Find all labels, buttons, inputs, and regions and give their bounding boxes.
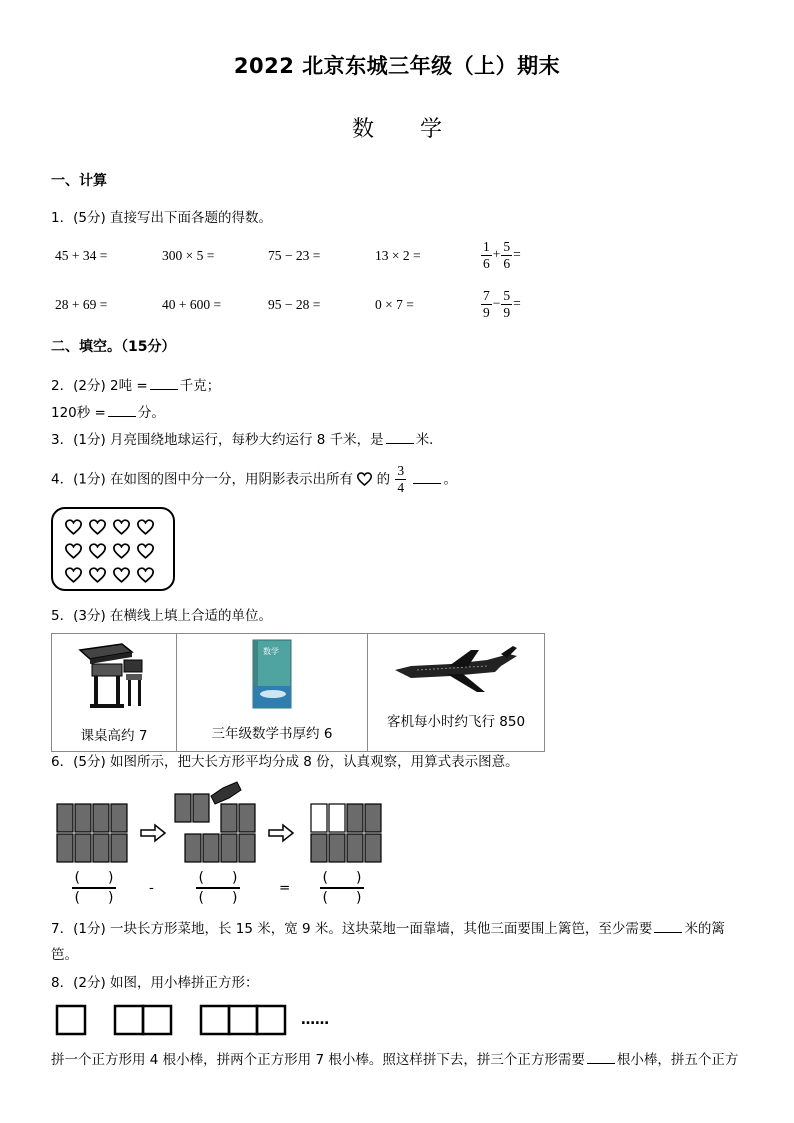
question-5: 5．(3分) 在横线上填上合适的单位。 (51, 608, 273, 624)
question-2-line-2: 120秒 = 分。 (51, 402, 165, 423)
ellipsis: …… (301, 1012, 329, 1028)
calc-2-5-fraction: $\frac{7}{9}$ − $\frac{5}{9}$ = (483, 288, 521, 320)
section-heading-calculation: 一、计算 (51, 173, 107, 189)
heart-outline-icon[interactable] (65, 519, 82, 535)
calc-1-1: 45 + 34 = (55, 248, 108, 263)
hearts-figure (51, 507, 175, 591)
math-book-icon (249, 638, 295, 710)
answer-blank[interactable] (587, 1049, 615, 1064)
heart-outline-icon[interactable] (137, 567, 154, 583)
full-rectangle (57, 804, 127, 862)
removed-part-rectangle (175, 782, 255, 862)
airplane-cell (368, 634, 545, 752)
rectangle-fractions-figure (51, 780, 391, 872)
heart-outline-icon[interactable] (65, 543, 82, 559)
desk-cell (52, 634, 177, 752)
heart-outline-icon[interactable] (113, 543, 130, 559)
heart-outline-icon[interactable] (89, 519, 106, 535)
calc-2-4: 0 × 7 = (375, 297, 414, 312)
answer-blank[interactable] (386, 429, 414, 444)
heart-outline-icon[interactable] (113, 567, 130, 583)
minus-sign: - (149, 880, 154, 896)
calc-2-2: 40 + 600 = (162, 297, 222, 312)
matchstick-squares-figure (51, 1000, 351, 1040)
answer-blank[interactable] (150, 375, 178, 390)
page-title: 2022 北京东城三年级（上）期末 (233, 54, 561, 78)
airplane-caption: 客机每小时约飞行 850 (386, 714, 526, 730)
question-1-text: 1．(5分) 直接写出下面各题的得数。 (51, 210, 273, 226)
heart-outline-icon[interactable] (89, 543, 106, 559)
section-heading-fill-blank: 二、填空。（15分） (51, 339, 176, 355)
fraction-blank-3[interactable]: ( ) ( ) (320, 869, 364, 907)
heart-outline-icon[interactable] (89, 567, 106, 583)
heart-outline-icon (357, 472, 372, 486)
answer-blank[interactable] (108, 402, 136, 417)
units-table (51, 633, 545, 752)
calc-1-4: 13 × 2 = (375, 248, 421, 263)
three-squares (201, 1006, 285, 1034)
heart-outline-icon[interactable] (137, 519, 154, 535)
answer-blank[interactable] (654, 918, 682, 933)
question-7-line-2: 笆。 (51, 947, 78, 963)
question-8-bottom-line: 拼一个正方形用 4 根小棒，拼两个正方形用 7 根小棒。照这样拼下去，拼三个正方形需要 根小棒，拼五个正方 (51, 1049, 738, 1070)
remaining-rectangle (311, 804, 381, 862)
desk-chair-icon (74, 640, 154, 710)
question-2-line-1: 2．(2分) 2吨 = 千克； (51, 375, 220, 396)
question-4: 4．(1分) 在如图的图中分一分，用阴影表示出所有 的 $\frac{3}{4}$ 。 (51, 463, 457, 495)
calc-1-3: 75 − 23 = (268, 248, 321, 263)
question-8: 8．(2分) 如图，用小棒拼正方形： (51, 975, 259, 991)
one-square (57, 1006, 85, 1034)
calc-2-3: 95 − 28 = (268, 297, 321, 312)
question-6: 6．(5分) 如图所示，把大长方形平均分成 8 份，认真观察，用算式表示图意。 (51, 754, 519, 770)
subject-title: 数学 (351, 117, 488, 142)
arrow-right-icon (269, 825, 293, 841)
book-cover-label: 数学 (263, 647, 279, 656)
arrow-right-icon (141, 825, 165, 841)
question-7-line-1: 7．(1分) 一块长方形菜地，长 15 米，宽 9 米。这块菜地一面靠墙，其他三面要围上篱笆，至少需要 米的篱 (51, 918, 725, 939)
fraction-blank-2[interactable]: ( ) ( ) (196, 869, 240, 907)
question-3: 3．(1分) 月亮围绕地球运行，每秒大约运行 8 千米，是 米． (51, 429, 443, 450)
heart-outline-icon[interactable] (65, 567, 82, 583)
calc-1-2: 300 × 5 = (162, 248, 215, 263)
book-cell (177, 634, 368, 752)
calc-2-1: 28 + 69 = (55, 297, 108, 312)
heart-outline-icon[interactable] (113, 519, 130, 535)
heart-outline-icon[interactable] (137, 543, 154, 559)
desk-caption: 课桌高约 7 (80, 728, 148, 744)
book-caption: 三年级数学书厚约 6 (211, 726, 333, 742)
equals-sign: = (279, 880, 291, 896)
answer-blank[interactable] (413, 469, 441, 484)
calc-1-5-fraction: $\frac{1}{6}$ + $\frac{5}{6}$ = (483, 239, 521, 271)
airplane-icon (391, 646, 521, 696)
fraction-blank-1[interactable]: ( ) ( ) (72, 869, 116, 907)
two-squares (115, 1006, 171, 1034)
